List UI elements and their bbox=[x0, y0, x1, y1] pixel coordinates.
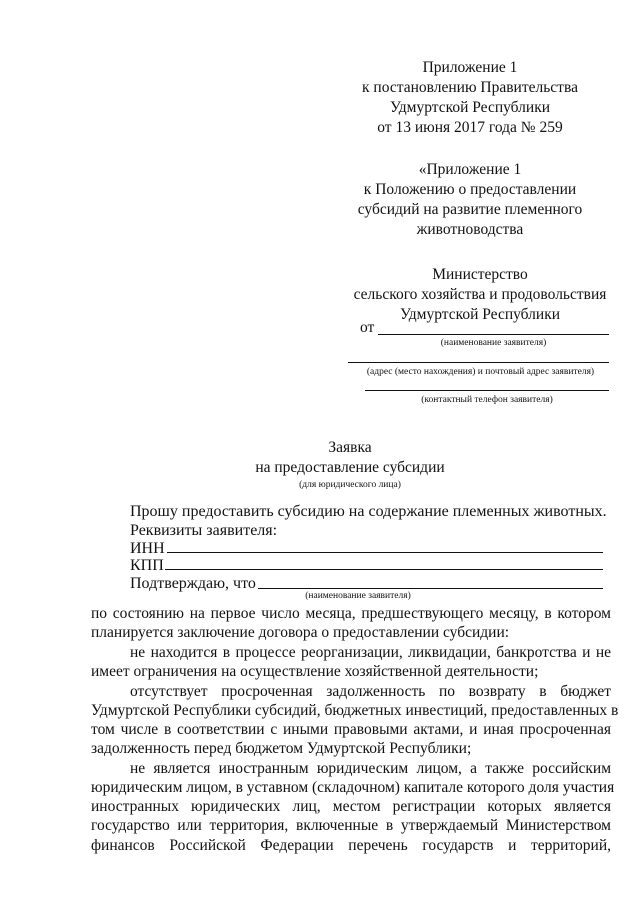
body-line: финансов Российской Федерации перечень государств и территорий, bbox=[91, 837, 611, 854]
applicant-name-caption: (наименование заявителя) bbox=[440, 338, 547, 348]
kpp-label: КПП bbox=[130, 557, 164, 574]
addressee-line: Удмуртской Республики bbox=[399, 306, 561, 323]
addressee-line: сельского хозяйства и продовольствия bbox=[353, 286, 607, 303]
appendix-header-line: к постановлению Правительства bbox=[362, 79, 578, 96]
appendix-header-line: Удмуртской Республики bbox=[389, 99, 551, 116]
body-line: государство или территория, включенные в утверждаемый Министерством bbox=[91, 817, 611, 834]
title-line: Заявка bbox=[328, 439, 372, 456]
body-line: не находится в процессе реорганизации, ликвидации, банкротства и не bbox=[130, 644, 611, 661]
phone-caption: (контактный телефон заявителя) bbox=[421, 395, 553, 405]
body-line: не является иностранным юридическим лицом, а также российским bbox=[130, 760, 611, 777]
appendix-sub-line: к Положению о предоставлении bbox=[363, 181, 577, 198]
addressee-line: Министерство bbox=[432, 266, 528, 283]
addressee-block bbox=[340, 265, 620, 325]
inn-field-line bbox=[167, 552, 603, 553]
confirm-caption: (наименование заявителя) bbox=[305, 591, 411, 601]
appendix-sub-line: «Приложение 1 bbox=[418, 161, 522, 178]
body-line: Удмуртской Республики субсидий, бюджетных инвестиций, предоставленных в bbox=[91, 702, 619, 719]
appendix-header bbox=[340, 58, 600, 138]
from-label: от bbox=[360, 319, 375, 336]
appendix-header-line: Приложение 1 bbox=[422, 59, 518, 76]
body-line: том числе в соответствии с иными правовыми актами, и иная просроченная bbox=[91, 721, 611, 738]
inn-label: ИНН bbox=[130, 540, 165, 557]
request-text: Прошу предоставить субсидию на содержание племенных животных. bbox=[130, 503, 607, 520]
body-line: по состоянию на первое число месяца, предшествующего месяцу, в котором bbox=[91, 605, 611, 622]
details-label: Реквизиты заявителя: bbox=[130, 522, 278, 539]
applicant-name-line bbox=[378, 334, 609, 335]
appendix-sub-line: животноводства bbox=[416, 221, 524, 238]
appendix-sub-line: субсидий на развитие племенного bbox=[357, 201, 583, 218]
body-line: имеет ограничения на осуществление хозяйственной деятельности; bbox=[91, 663, 539, 680]
body-line: юридическим лицом, в уставном (складочном) капитале которого доля участия bbox=[91, 779, 615, 796]
body-line: отсутствует просроченная задолженность по возврату в бюджет bbox=[130, 683, 611, 700]
body-line: иностранных юридических лиц, местом регистрации которых является bbox=[91, 798, 611, 815]
appendix-header-line: от 13 июня 2017 года № 259 bbox=[377, 119, 563, 136]
document-title bbox=[200, 438, 500, 491]
body-line: планируется заключение договора о предоставлении субсидии: bbox=[91, 624, 510, 641]
phone-line bbox=[365, 390, 609, 391]
body-line: задолженность перед бюджетом Удмуртской Республики; bbox=[91, 740, 472, 757]
kpp-field-line bbox=[165, 569, 603, 570]
title-line: на предоставление субсидии bbox=[255, 459, 445, 476]
confirm-label: Подтверждаю, что bbox=[130, 575, 256, 592]
appendix-sub bbox=[340, 160, 600, 240]
confirm-field-line bbox=[258, 588, 603, 589]
title-subline: (для юридического лица) bbox=[299, 480, 401, 490]
address-caption: (адрес (место нахождения) и почтовый адрес заявителя) bbox=[366, 367, 595, 377]
address-line bbox=[348, 362, 609, 363]
